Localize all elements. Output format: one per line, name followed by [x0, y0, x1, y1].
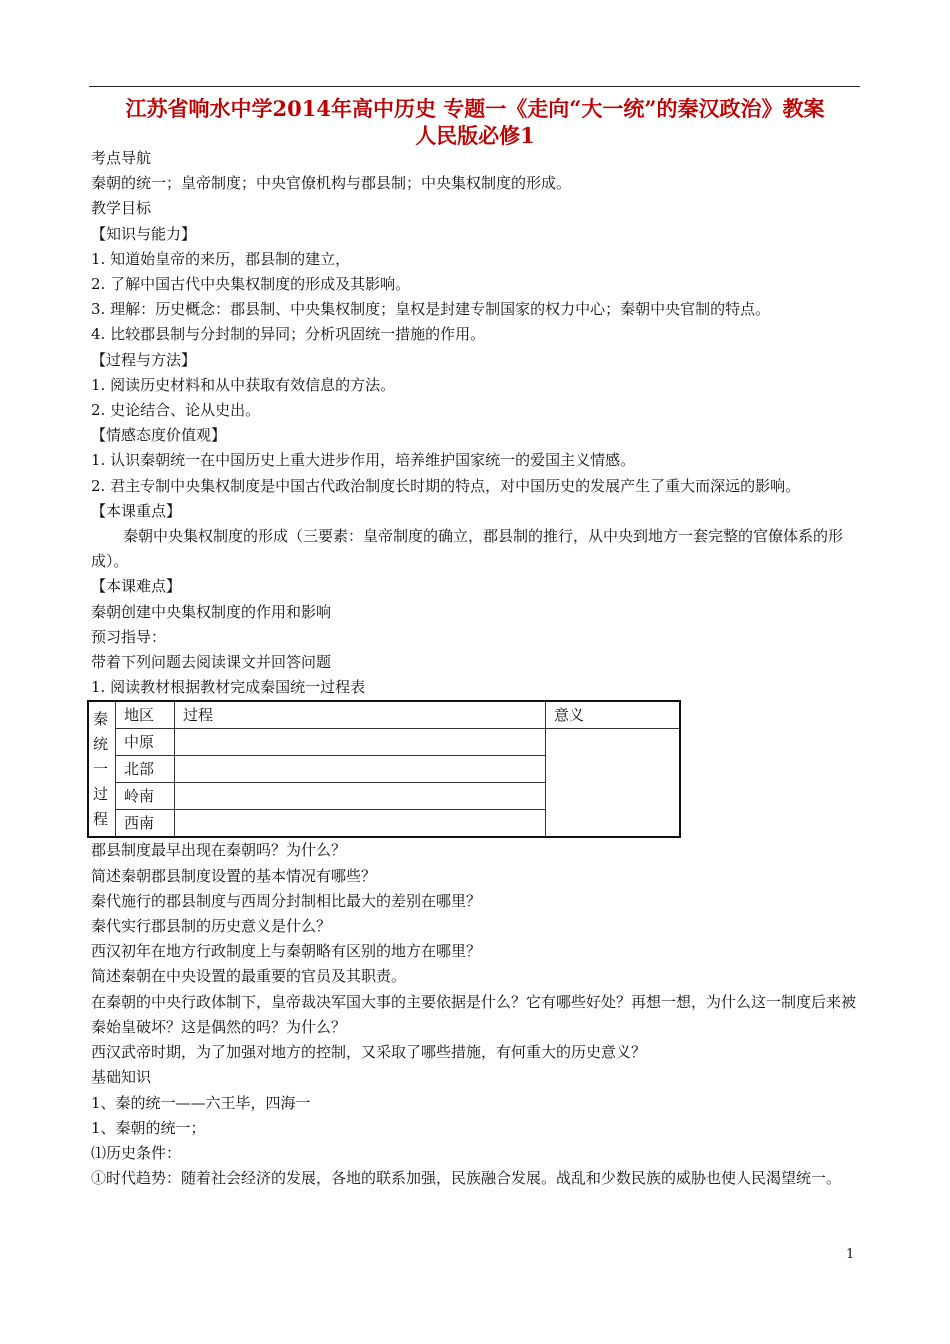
basics-line: ①时代趋势：随着社会经济的发展，各地的联系加强，民族融合发展。战乱和少数民族的威胁也使人民渴望统一。	[91, 1169, 842, 1188]
process-cell[interactable]	[175, 810, 546, 838]
zhishi-item: 1. 知道始皇帝的来历，郡县制的建立，	[91, 249, 351, 268]
table-intro: 1. 阅读教材根据教材完成秦国统一过程表	[91, 678, 366, 697]
question: 西汉武帝时期，为了加强对地方的控制，又采取了哪些措施，有何重大的历史意义？	[91, 1043, 647, 1062]
kaodian-text: 秦朝的统一；皇帝制度；中央官僚机构与郡县制；中央集权制度的形成。	[91, 174, 572, 193]
header-rule	[89, 86, 860, 87]
guocheng-item: 2. 史论结合、论从史出。	[91, 401, 261, 420]
table-row	[88, 701, 680, 729]
column-header-region: 地区	[116, 701, 175, 729]
row-header-char: 秦	[93, 709, 109, 728]
mubiao-heading: 教学目标	[91, 199, 152, 218]
question: 郡县制度最早出现在秦朝吗？为什么？	[91, 841, 347, 860]
column-header-meaning: 意义	[546, 701, 681, 729]
row-header-char: 程	[93, 809, 109, 828]
yuxi-intro: 带着下列问题去阅读课文并回答问题	[91, 653, 332, 672]
meaning-cell[interactable]	[546, 729, 681, 838]
qinggan-heading: 【情感态度价值观】	[91, 426, 227, 445]
page-number: 1	[846, 1247, 855, 1262]
process-cell[interactable]	[175, 729, 546, 756]
row-header-char: 一	[93, 759, 109, 778]
qinggan-item: 1. 认识秦朝统一在中国历史上重大进步作用，培养维护国家统一的爱国主义情感。	[91, 451, 636, 470]
basics-line: 1、秦的统一——六王毕，四海一	[91, 1093, 311, 1112]
basics-line: 1、秦朝的统一；	[91, 1118, 206, 1137]
region-cell: 岭南	[116, 783, 175, 810]
zhishi-item: 4. 比较郡县制与分封制的异同；分析巩固统一措施的作用。	[91, 325, 486, 344]
process-cell[interactable]	[175, 783, 546, 810]
row-header-vertical	[88, 701, 116, 837]
guocheng-item: 1. 阅读历史材料和从中获取有效信息的方法。	[91, 375, 396, 394]
zhongdian-text: 秦朝中央集权制度的形成（三要素：皇帝制度的确立，郡县制的推行，从中央到地方一套完整的官僚体系的形成）。	[91, 527, 844, 571]
question: 简述秦朝在中央设置的最重要的官员及其职责。	[91, 967, 407, 986]
yuxi-heading: 预习指导：	[91, 627, 167, 646]
zhishi-item: 3. 理解：历史概念：郡县制、中央集权制度；皇权是封建专制国家的权力中心；秦朝中央官制的特点。	[91, 300, 771, 319]
unification-process-table	[87, 700, 681, 838]
document-body	[91, 146, 861, 1191]
kaodian-heading: 考点导航	[91, 149, 152, 167]
zhishi-item: 2. 了解中国古代中央集权制度的形成及其影响。	[91, 275, 411, 294]
document-title	[60, 95, 890, 149]
question: 西汉初年在地方行政制度上与秦朝略有区别的地方在哪里？	[91, 942, 482, 961]
basics-heading: 基础知识	[91, 1068, 152, 1087]
table-row	[88, 729, 680, 756]
basics-line: ⑴历史条件：	[91, 1143, 182, 1162]
region-cell: 北部	[116, 756, 175, 783]
title-line-1: 江苏省响水中学2014年高中历史 专题一《走向“大一统”的秦汉政治》教案	[125, 96, 825, 121]
column-header-process: 过程	[175, 701, 546, 729]
qinggan-item: 2. 君主专制中央集权制度是中国古代政治制度长时期的特点，对中国历史的发展产生了重大而深远的影响。	[91, 476, 801, 495]
zhongdian-heading: 【本课重点】	[91, 501, 182, 520]
nandian-heading: 【本课难点】	[91, 577, 182, 596]
row-header-char: 过	[93, 784, 109, 803]
process-cell[interactable]	[175, 756, 546, 783]
region-cell: 西南	[116, 810, 175, 838]
guocheng-heading: 【过程与方法】	[91, 350, 197, 369]
title-line-2: 人民版必修1	[415, 123, 535, 148]
region-cell: 中原	[116, 729, 175, 756]
nandian-text: 秦朝创建中央集权制度的作用和影响	[91, 602, 332, 621]
question: 简述秦朝郡县制度设置的基本情况有哪些？	[91, 866, 377, 885]
row-header-char: 统	[93, 734, 109, 753]
question: 秦代实行郡县制的历史意义是什么？	[91, 917, 332, 936]
zhishi-heading: 【知识与能力】	[91, 224, 197, 243]
question: 在秦朝的中央行政体制下，皇帝裁决军国大事的主要依据是什么？它有哪些好处？再想一想，为什么这一制度后来被秦始皇破坏？这是偶然的吗？为什么？	[91, 992, 857, 1036]
question: 秦代施行的郡县制度与西周分封制相比最大的差别在哪里？	[91, 891, 482, 910]
